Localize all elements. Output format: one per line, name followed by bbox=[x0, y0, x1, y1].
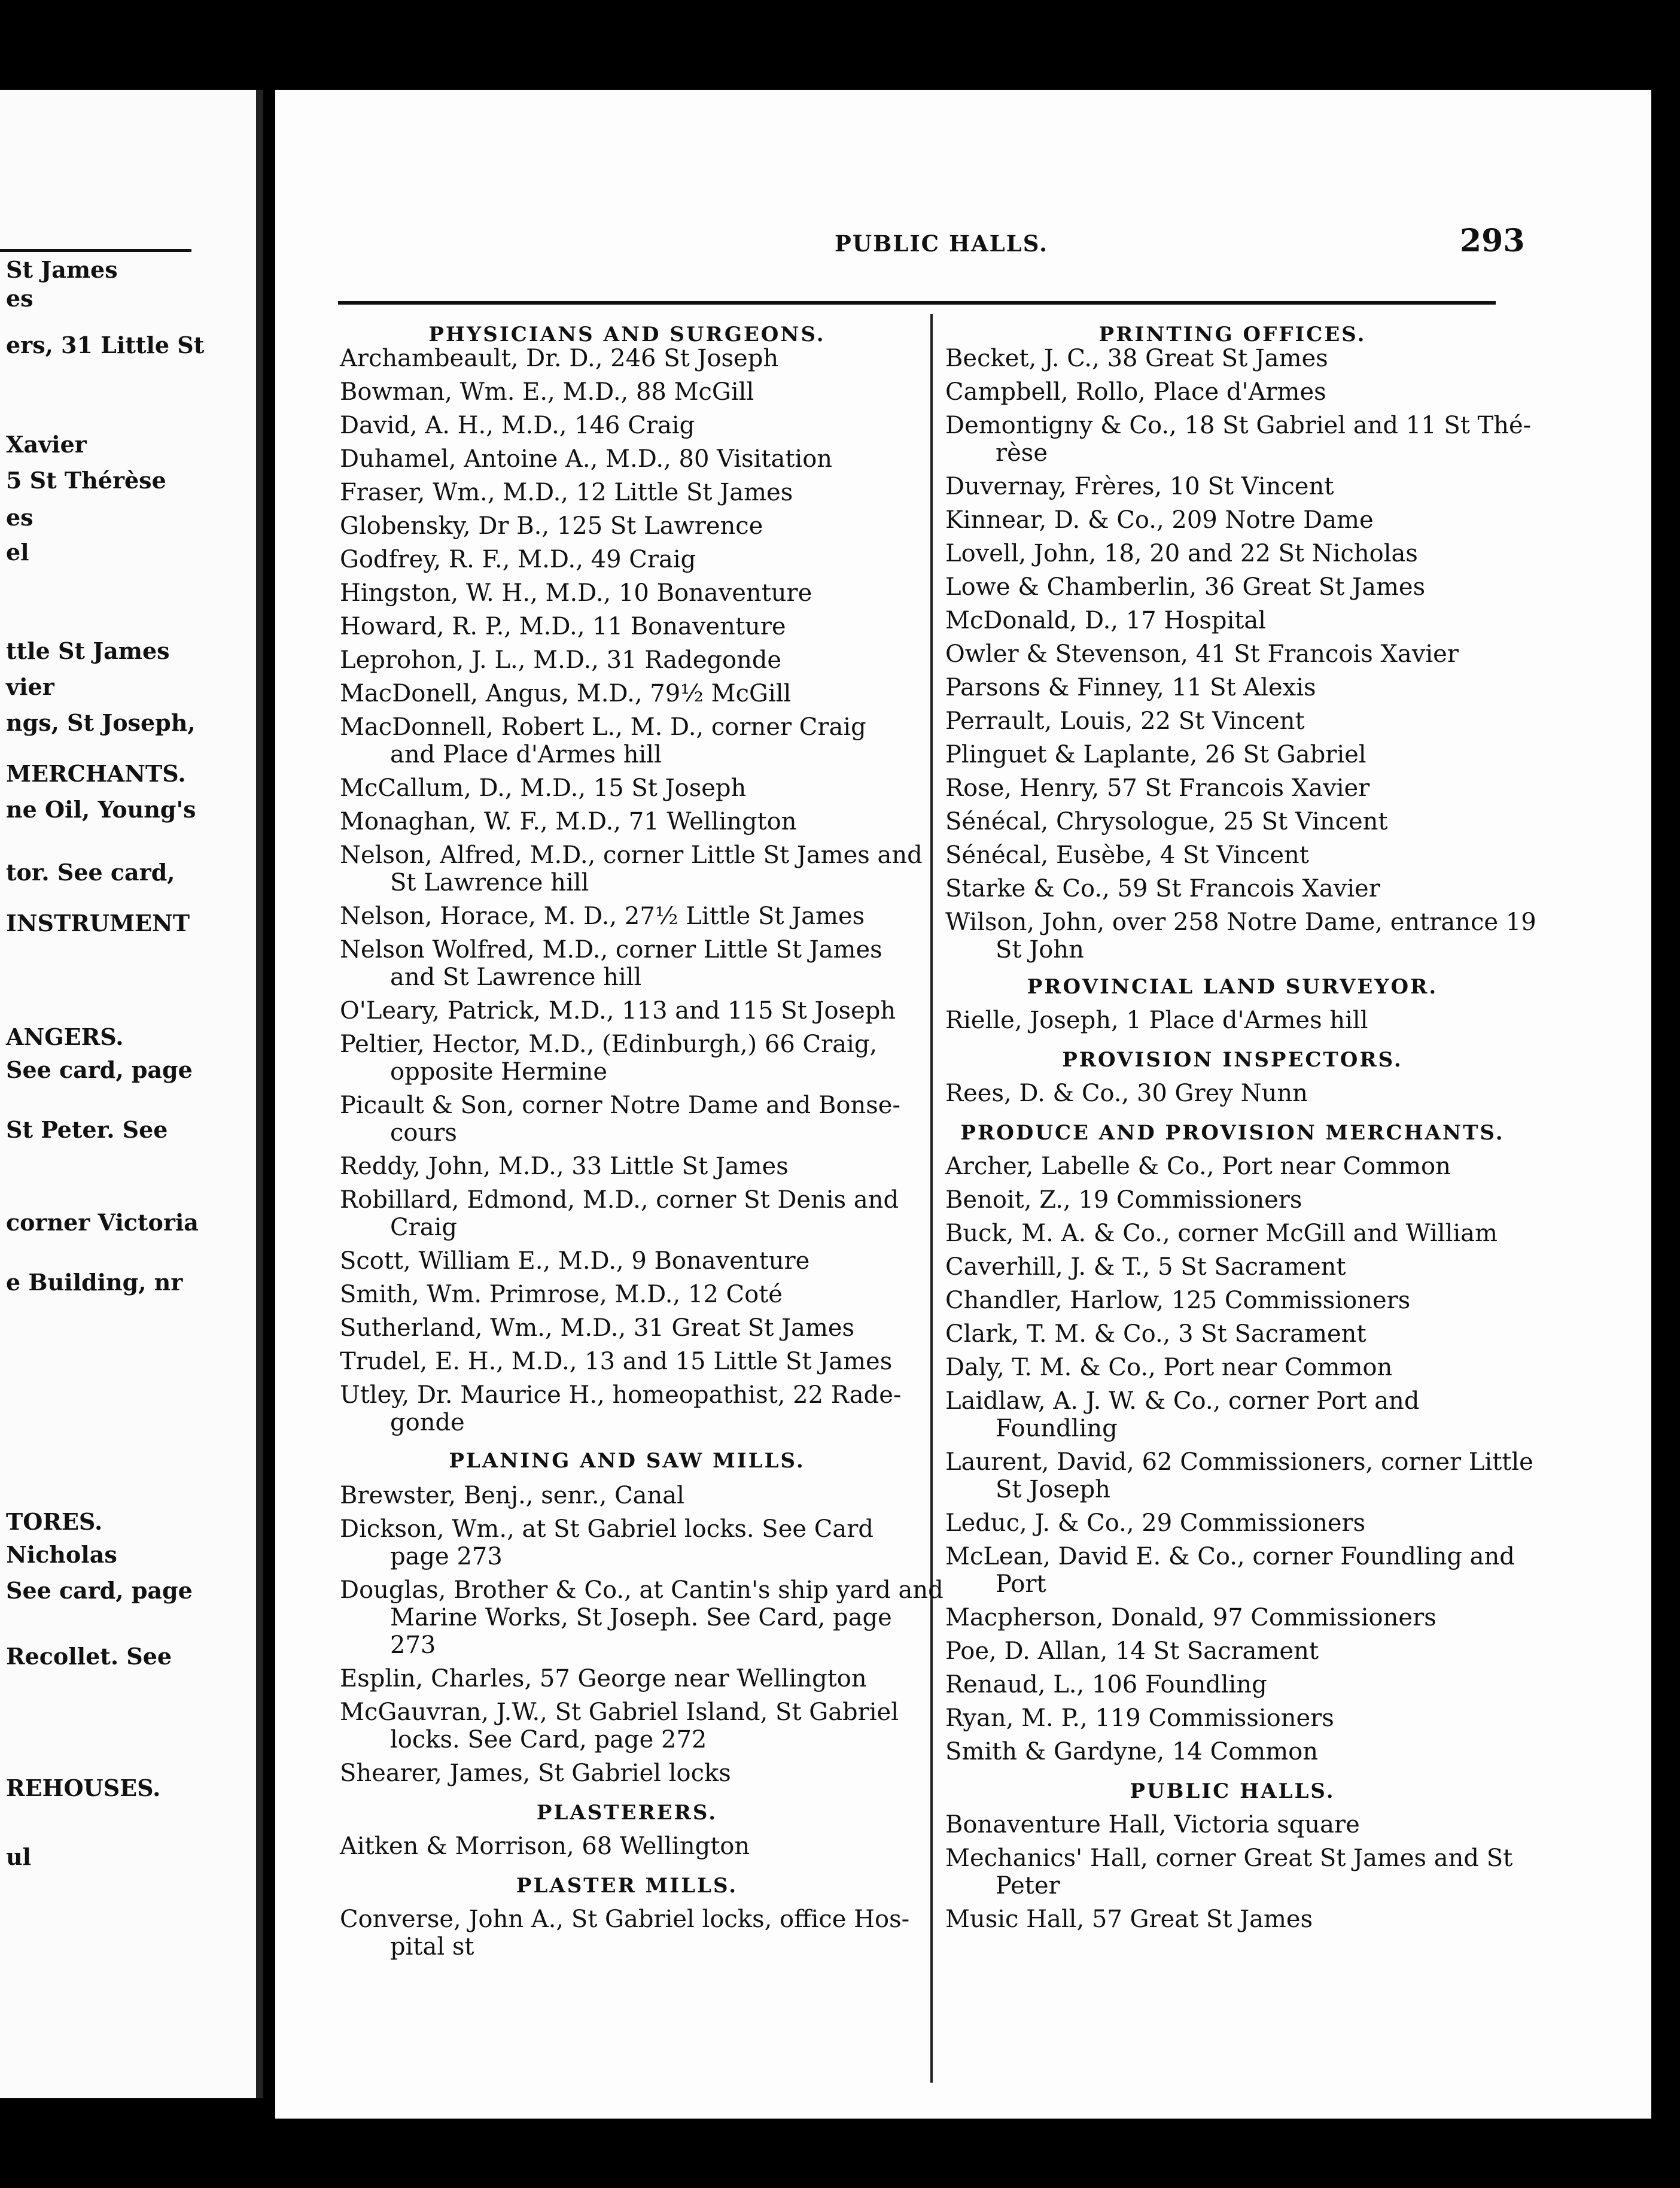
left-page-line: 5 St Thérèse bbox=[6, 467, 166, 494]
directory-entry: Leduc, J. & Co., 29 Commissioners bbox=[945, 1509, 1366, 1537]
directory-entry: Plinguet & Laplante, 26 St Gabriel bbox=[945, 741, 1366, 768]
directory-entry: Perrault, Louis, 22 St Vincent bbox=[945, 707, 1305, 735]
left-page-line: el bbox=[6, 539, 29, 566]
left-page-line: tor. See card, bbox=[6, 859, 175, 886]
left-page-line: Xavier bbox=[6, 431, 87, 458]
directory-entry: Hingston, W. H., M.D., 10 Bonaventure bbox=[340, 579, 812, 607]
directory-entry: Lowe & Chamberlin, 36 Great St James bbox=[945, 573, 1426, 601]
directory-entry: Wilson, John, over 258 Notre Dame, entrance 19 bbox=[945, 908, 1536, 936]
directory-entry: Howard, R. P., M.D., 11 Bonaventure bbox=[340, 613, 786, 640]
left-page-line: Recollet. See bbox=[6, 1643, 172, 1670]
directory-entry: Demontigny & Co., 18 St Gabriel and 11 St Thé- bbox=[945, 412, 1532, 439]
left-page-line: TORES. bbox=[6, 1508, 103, 1535]
page-number: 293 bbox=[1460, 223, 1525, 259]
directory-entry: McCallum, D., M.D., 15 St Joseph bbox=[340, 774, 747, 802]
entry-continuation: and St Lawrence hill bbox=[390, 964, 642, 991]
directory-entry: Mechanics' Hall, corner Great St James and St bbox=[945, 1844, 1513, 1872]
left-page-rule bbox=[0, 249, 191, 252]
directory-entry: Leprohon, J. L., M.D., 31 Radegonde bbox=[340, 646, 782, 674]
directory-entry: Converse, John A., St Gabriel locks, office Hos- bbox=[340, 1906, 910, 1933]
directory-entry: MacDonell, Angus, M.D., 79½ McGill bbox=[340, 680, 792, 707]
directory-entry: Sénécal, Eusèbe, 4 St Vincent bbox=[945, 841, 1309, 869]
section-heading: PLASTER MILLS. bbox=[516, 1874, 738, 1898]
left-page-line: ANGERS. bbox=[6, 1023, 124, 1050]
section-heading: PRODUCE AND PROVISION MERCHANTS. bbox=[960, 1121, 1505, 1145]
entry-continuation: pital st bbox=[390, 1933, 474, 1961]
directory-entry: Globensky, Dr B., 125 St Lawrence bbox=[340, 512, 763, 540]
section-heading: PROVINCIAL LAND SURVEYOR. bbox=[1027, 975, 1438, 999]
directory-entry: O'Leary, Patrick, M.D., 113 and 115 St Joseph bbox=[340, 997, 896, 1025]
left-page-line: St Peter. See bbox=[6, 1116, 168, 1143]
entry-continuation: St John bbox=[996, 936, 1084, 964]
left-page-line: corner Victoria bbox=[6, 1209, 199, 1236]
directory-entry: Trudel, E. H., M.D., 13 and 15 Little St James bbox=[340, 1348, 893, 1375]
left-page-line: St James bbox=[6, 256, 118, 283]
left-page-line: ne Oil, Young's bbox=[6, 796, 196, 823]
directory-entry: Duhamel, Antoine A., M.D., 80 Visitation bbox=[340, 445, 833, 473]
directory-entry: Chandler, Harlow, 125 Commissioners bbox=[945, 1287, 1411, 1314]
directory-entry: Sénécal, Chrysologue, 25 St Vincent bbox=[945, 808, 1388, 835]
directory-entry: Archambeault, Dr. D., 246 St Joseph bbox=[340, 345, 779, 372]
header-rule bbox=[338, 301, 1496, 305]
directory-entry: Bowman, Wm. E., M.D., 88 McGill bbox=[340, 378, 754, 406]
left-page-line: Nicholas bbox=[6, 1541, 117, 1568]
left-page-line: es bbox=[6, 504, 34, 531]
entry-continuation: and Place d'Armes hill bbox=[390, 741, 662, 768]
directory-entry: Rielle, Joseph, 1 Place d'Armes hill bbox=[945, 1007, 1368, 1034]
directory-entry: McDonald, D., 17 Hospital bbox=[945, 607, 1266, 634]
section-heading: PRINTING OFFICES. bbox=[1098, 323, 1366, 347]
directory-entry: Becket, J. C., 38 Great St James bbox=[945, 345, 1328, 372]
directory-entry: Sutherland, Wm., M.D., 31 Great St James bbox=[340, 1314, 855, 1342]
left-page-line: ers, 31 Little St bbox=[6, 332, 205, 358]
entry-continuation: St Joseph bbox=[996, 1476, 1110, 1503]
directory-entry: Smith, Wm. Primrose, M.D., 12 Coté bbox=[340, 1281, 783, 1308]
entry-continuation: Marine Works, St Joseph. See Card, page bbox=[390, 1604, 892, 1631]
directory-entry: Brewster, Benj., senr., Canal bbox=[340, 1482, 684, 1509]
directory-entry: Laurent, David, 62 Commissioners, corner Little bbox=[945, 1448, 1533, 1476]
entry-continuation: gonde bbox=[390, 1409, 465, 1436]
directory-entry: McLean, David E. & Co., corner Foundling and bbox=[945, 1543, 1515, 1570]
directory-entry: Monaghan, W. F., M.D., 71 Wellington bbox=[340, 808, 797, 835]
left-page-line: REHOUSES. bbox=[6, 1774, 161, 1801]
entry-continuation: 273 bbox=[390, 1631, 436, 1659]
directory-entry: Smith & Gardyne, 14 Common bbox=[945, 1738, 1318, 1765]
directory-entry: Shearer, James, St Gabriel locks bbox=[340, 1759, 731, 1787]
directory-entry: McGauvran, J.W., St Gabriel Island, St Gabriel bbox=[340, 1698, 899, 1726]
left-page-line: ngs, St Joseph, bbox=[6, 709, 196, 736]
section-heading: PUBLIC HALLS. bbox=[1130, 1779, 1335, 1803]
directory-entry: Rees, D. & Co., 30 Grey Nunn bbox=[945, 1080, 1308, 1107]
left-page-line: ttle St James bbox=[6, 637, 170, 664]
directory-entry: Buck, M. A. & Co., corner McGill and William bbox=[945, 1220, 1498, 1247]
directory-entry: Rose, Henry, 57 St Francois Xavier bbox=[945, 774, 1370, 802]
entry-continuation: Port bbox=[996, 1570, 1046, 1598]
section-heading: PROVISION INSPECTORS. bbox=[1062, 1048, 1403, 1072]
directory-entry: Nelson Wolfred, M.D., corner Little St James bbox=[340, 936, 882, 964]
entry-continuation: page 273 bbox=[390, 1543, 503, 1570]
directory-entry: Bonaventure Hall, Victoria square bbox=[945, 1811, 1360, 1838]
directory-page bbox=[275, 90, 1651, 2119]
directory-entry: Peltier, Hector, M.D., (Edinburgh,) 66 Craig, bbox=[340, 1031, 878, 1058]
page-gutter bbox=[256, 90, 263, 2098]
directory-entry: Daly, T. M. & Co., Port near Common bbox=[945, 1354, 1393, 1381]
left-page-line: MERCHANTS. bbox=[6, 760, 186, 787]
directory-entry: Clark, T. M. & Co., 3 St Sacrament bbox=[945, 1320, 1366, 1348]
directory-entry: Picault & Son, corner Notre Dame and Bonse- bbox=[340, 1092, 900, 1119]
directory-entry: Dickson, Wm., at St Gabriel locks. See Card bbox=[340, 1515, 874, 1543]
directory-entry: Fraser, Wm., M.D., 12 Little St James bbox=[340, 479, 793, 506]
directory-entry: David, A. H., M.D., 146 Craig bbox=[340, 412, 695, 439]
directory-entry: Music Hall, 57 Great St James bbox=[945, 1906, 1313, 1933]
entry-continuation: Craig bbox=[390, 1214, 457, 1241]
directory-entry: Douglas, Brother & Co., at Cantin's ship yard and bbox=[340, 1576, 944, 1604]
directory-entry: MacDonnell, Robert L., M. D., corner Craig bbox=[340, 713, 866, 741]
directory-entry: Scott, William E., M.D., 9 Bonaventure bbox=[340, 1247, 810, 1275]
column-divider bbox=[930, 314, 933, 2083]
directory-entry: Campbell, Rollo, Place d'Armes bbox=[945, 378, 1326, 406]
directory-entry: Benoit, Z., 19 Commissioners bbox=[945, 1186, 1302, 1214]
left-page-line: e Building, nr bbox=[6, 1269, 183, 1296]
directory-entry: Utley, Dr. Maurice H., homeopathist, 22 Rade- bbox=[340, 1381, 902, 1409]
previous-page-fragment bbox=[0, 90, 263, 2098]
directory-entry: Macpherson, Donald, 97 Commissioners bbox=[945, 1604, 1436, 1631]
directory-entry: Caverhill, J. & T., 5 St Sacrament bbox=[945, 1253, 1346, 1281]
entry-continuation: Peter bbox=[996, 1872, 1060, 1900]
entry-continuation: rèse bbox=[996, 439, 1048, 467]
left-page-line: ul bbox=[6, 1843, 32, 1870]
left-page-line: vier bbox=[6, 673, 54, 700]
section-heading: PLASTERERS. bbox=[536, 1801, 718, 1825]
directory-entry: Aitken & Morrison, 68 Wellington bbox=[340, 1833, 750, 1860]
directory-entry: Starke & Co., 59 St Francois Xavier bbox=[945, 875, 1380, 902]
directory-entry: Parsons & Finney, 11 St Alexis bbox=[945, 674, 1316, 701]
directory-entry: Duvernay, Frères, 10 St Vincent bbox=[945, 473, 1334, 500]
left-page-line: es bbox=[6, 285, 34, 312]
directory-entry: Esplin, Charles, 57 George near Wellington bbox=[340, 1665, 867, 1692]
directory-entry: Owler & Stevenson, 41 St Francois Xavier bbox=[945, 640, 1459, 668]
section-heading: PLANING AND SAW MILLS. bbox=[449, 1449, 805, 1473]
directory-entry: Godfrey, R. F., M.D., 49 Craig bbox=[340, 546, 696, 573]
directory-entry: Lovell, John, 18, 20 and 22 St Nicholas bbox=[945, 540, 1418, 567]
section-heading: PHYSICIANS AND SURGEONS. bbox=[428, 323, 826, 347]
running-head: PUBLIC HALLS. bbox=[835, 230, 1048, 257]
entry-continuation: St Lawrence hill bbox=[390, 869, 589, 897]
left-page-line: See card, page bbox=[6, 1577, 193, 1604]
directory-entry: Ryan, M. P., 119 Commissioners bbox=[945, 1704, 1334, 1732]
directory-entry: Robillard, Edmond, M.D., corner St Denis and bbox=[340, 1186, 899, 1214]
directory-entry: Renaud, L., 106 Foundling bbox=[945, 1671, 1267, 1698]
directory-entry: Nelson, Alfred, M.D., corner Little St James and bbox=[340, 841, 923, 869]
directory-entry: Laidlaw, A. J. W. & Co., corner Port and bbox=[945, 1387, 1420, 1415]
directory-entry: Reddy, John, M.D., 33 Little St James bbox=[340, 1153, 789, 1180]
directory-entry: Kinnear, D. & Co., 209 Notre Dame bbox=[945, 506, 1374, 534]
entry-continuation: Foundling bbox=[996, 1415, 1118, 1442]
entry-continuation: cours bbox=[390, 1119, 457, 1147]
entry-continuation: opposite Hermine bbox=[390, 1058, 607, 1086]
left-page-line: INSTRUMENT bbox=[6, 910, 190, 937]
left-page-line: See card, page bbox=[6, 1056, 193, 1083]
directory-entry: Nelson, Horace, M. D., 27½ Little St James bbox=[340, 902, 865, 930]
entry-continuation: locks. See Card, page 272 bbox=[390, 1726, 707, 1754]
directory-entry: Poe, D. Allan, 14 St Sacrament bbox=[945, 1637, 1319, 1665]
directory-entry: Archer, Labelle & Co., Port near Common bbox=[945, 1153, 1451, 1180]
